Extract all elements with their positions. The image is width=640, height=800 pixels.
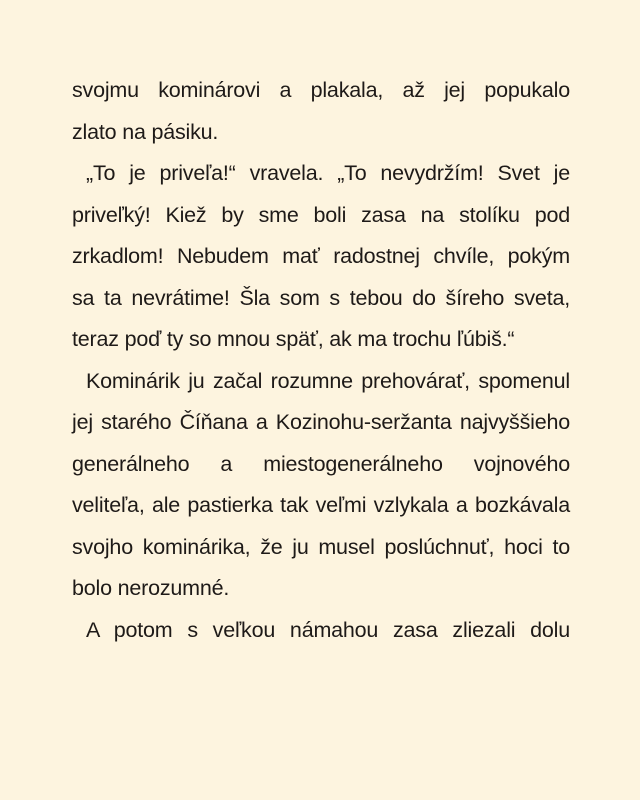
text-line: zrkadlom! Nebudem mať radostnej chvíle, pokým — [72, 244, 570, 268]
text-line: svojho kominárika, že ju musel poslúchnuť, hoci to — [72, 534, 570, 559]
text-line: A potom s veľkou námahou zasa zliezali dolu — [86, 617, 570, 642]
text-line: svojmu kominárovi a plakala, až jej popukalo — [72, 78, 570, 102]
text-line: veliteľa, ale pastierka tak veľmi vzlykala a bozkávala — [72, 493, 570, 517]
text-line: „To je priveľa!“ vravela. „To nevydržím! Svet je — [86, 161, 570, 185]
text-line: generálneho a miestogenerálneho vojnového — [72, 451, 570, 476]
text-line: zlato na pásiku. — [72, 119, 219, 144]
text-line: jej starého Číňana a Kozinohu-seržanta najvyššieho — [72, 410, 570, 434]
text-line: Kominárik ju začal rozumne prehovárať, spomenul — [86, 368, 570, 393]
book-page-text — [72, 70, 570, 651]
text-line: bolo nerozumné. — [72, 576, 230, 600]
text-line: teraz poď ty so mnou späť, ak ma trochu ľúbiš.“ — [72, 327, 515, 351]
text-line: priveľký! Kiež by sme boli zasa na stolíku pod — [72, 202, 570, 227]
text-line: sa ta nevrátime! Šla som s tebou do šíreho sveta, — [72, 285, 570, 310]
